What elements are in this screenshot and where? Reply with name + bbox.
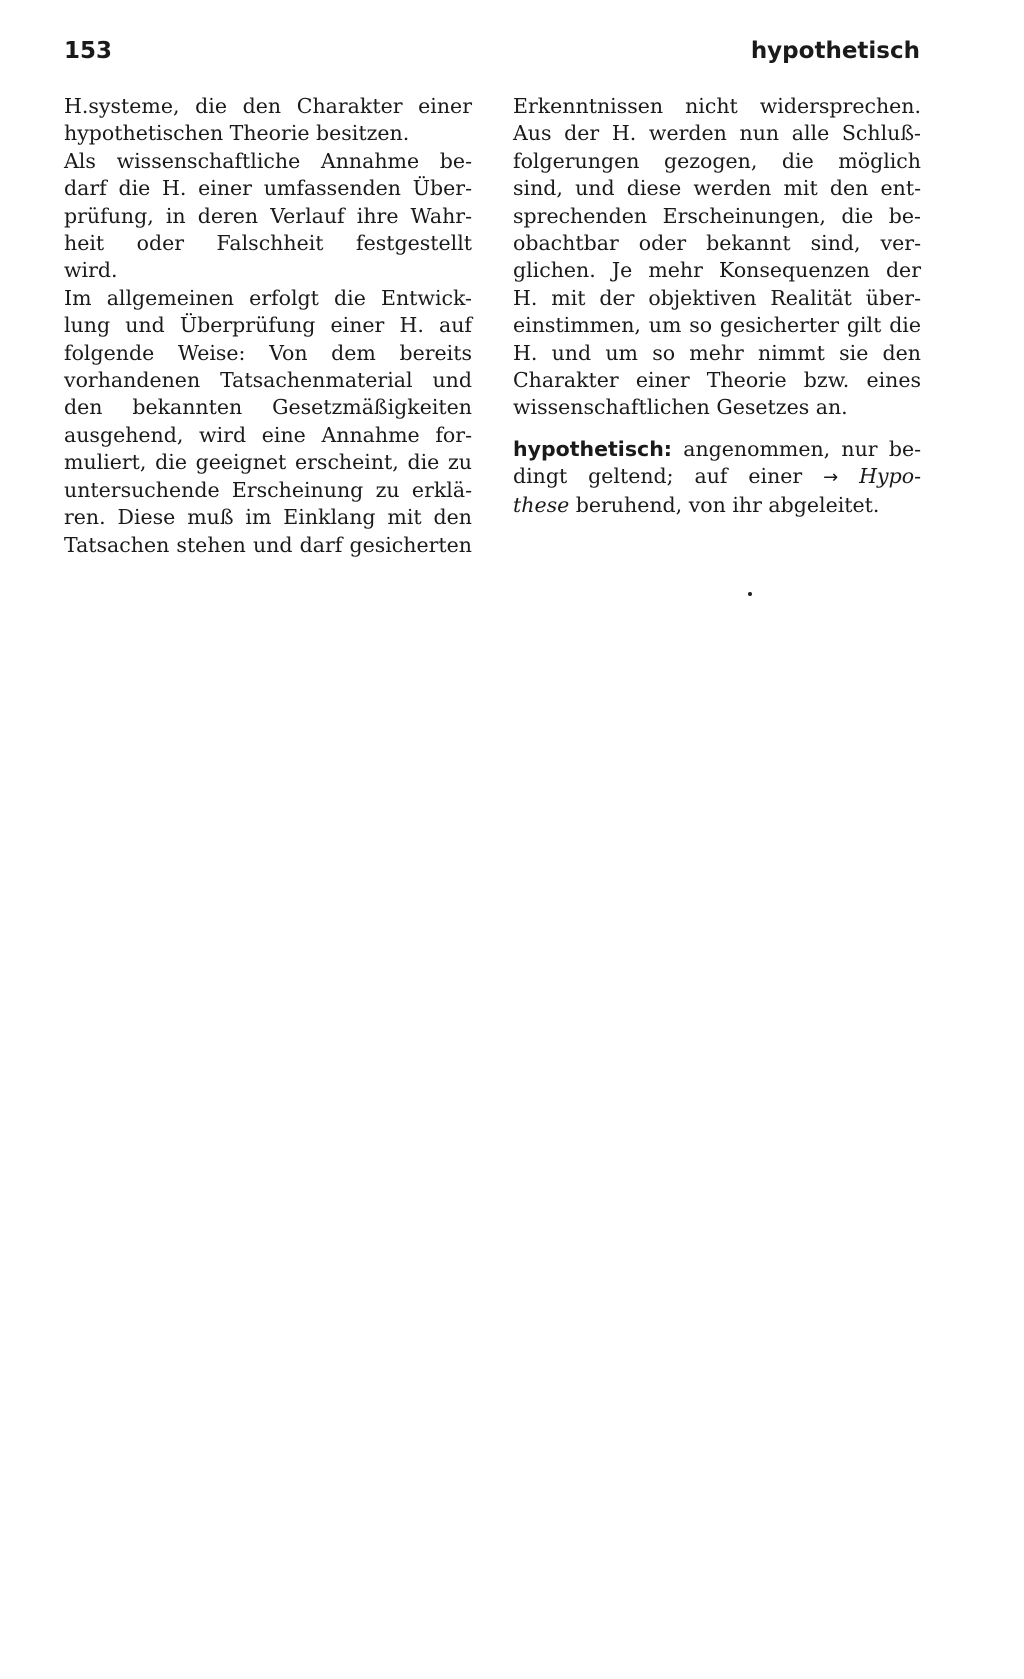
text-line: H. und um so mehr nimmt sie den (513, 340, 921, 365)
text-line: H. mit der objektiven Realität über- (513, 285, 921, 310)
entry-line (513, 463, 921, 491)
text-line: den bekannten Gesetzmäßigkeiten (64, 395, 472, 420)
entry-colon: : (663, 436, 672, 461)
text-line: folgende Weise: Von dem bereits (64, 340, 472, 365)
text-line: prüfung, in deren Verlauf ihre Wahr- (64, 203, 472, 228)
cross-reference-link[interactable]: Hypo- (859, 464, 921, 489)
text-line: Tatsachen stehen und darf gesicherten (64, 532, 472, 557)
text-line: Aus der H. werden nun alle Schluß- (513, 121, 921, 146)
text-line: Als wissenschaftliche Annahme be- (64, 148, 472, 173)
text-line: glichen. Je mehr Konsequenzen der (513, 258, 921, 283)
entry-definition: beruhend, von ihr abgeleitet. (569, 492, 880, 517)
text-line: muliert, die geeignet erscheint, die zu (64, 450, 472, 475)
text-line: folgerungen gezogen, die möglich (513, 148, 921, 173)
entry-line (513, 492, 921, 519)
text-line: Erkenntnissen nicht widersprechen. (513, 94, 921, 118)
text-line: H.systeme, die den Charakter einer (64, 94, 472, 118)
text-line: hypothetischen Theorie besitzen. (64, 121, 410, 146)
print-speck (748, 592, 752, 596)
entry-gap (513, 422, 921, 436)
entry-definition: dingt geltend; auf einer (513, 464, 824, 489)
text-line: obachtbar oder bekannt sind, ver- (513, 231, 921, 256)
entry-headword: hypothetisch (513, 436, 664, 461)
entry-definition: angenommen, nur be- (672, 436, 921, 461)
text-line: sprechenden Erscheinungen, die be- (513, 203, 921, 228)
text-line: einstimmen, um so gesicherter gilt die (513, 313, 921, 338)
page-number: 153 (64, 38, 113, 64)
text-line: vorhandenen Tatsachenmaterial und (64, 368, 472, 393)
text-line: darf die H. einer umfassenden Über- (64, 176, 472, 201)
right-column (513, 93, 921, 519)
text-line: lung und Überprüfung einer H. auf (64, 313, 472, 338)
text-line: sind, und diese werden mit den ent- (513, 176, 921, 201)
text-line: wissenschaftlichen Gesetzes an. (513, 395, 848, 420)
text-line: wird. (64, 258, 118, 283)
text-line: Im allgemeinen erfolgt die Entwick- (64, 285, 472, 310)
cross-reference-arrow-icon: → (823, 467, 839, 489)
running-head: hypothetisch (750, 38, 920, 64)
text-line: heit oder Falschheit festgestellt (64, 231, 472, 256)
text-line: Charakter einer Theorie bzw. eines (513, 368, 921, 393)
text-line: ren. Diese muß im Einklang mit den (64, 505, 472, 530)
left-column (64, 93, 472, 559)
entry-line (513, 436, 921, 463)
cross-reference-link[interactable]: these (513, 492, 570, 517)
text-line: untersuchende Erscheinung zu erklä- (64, 477, 472, 502)
text-line: ausgehend, wird eine Annahme for- (64, 422, 472, 447)
